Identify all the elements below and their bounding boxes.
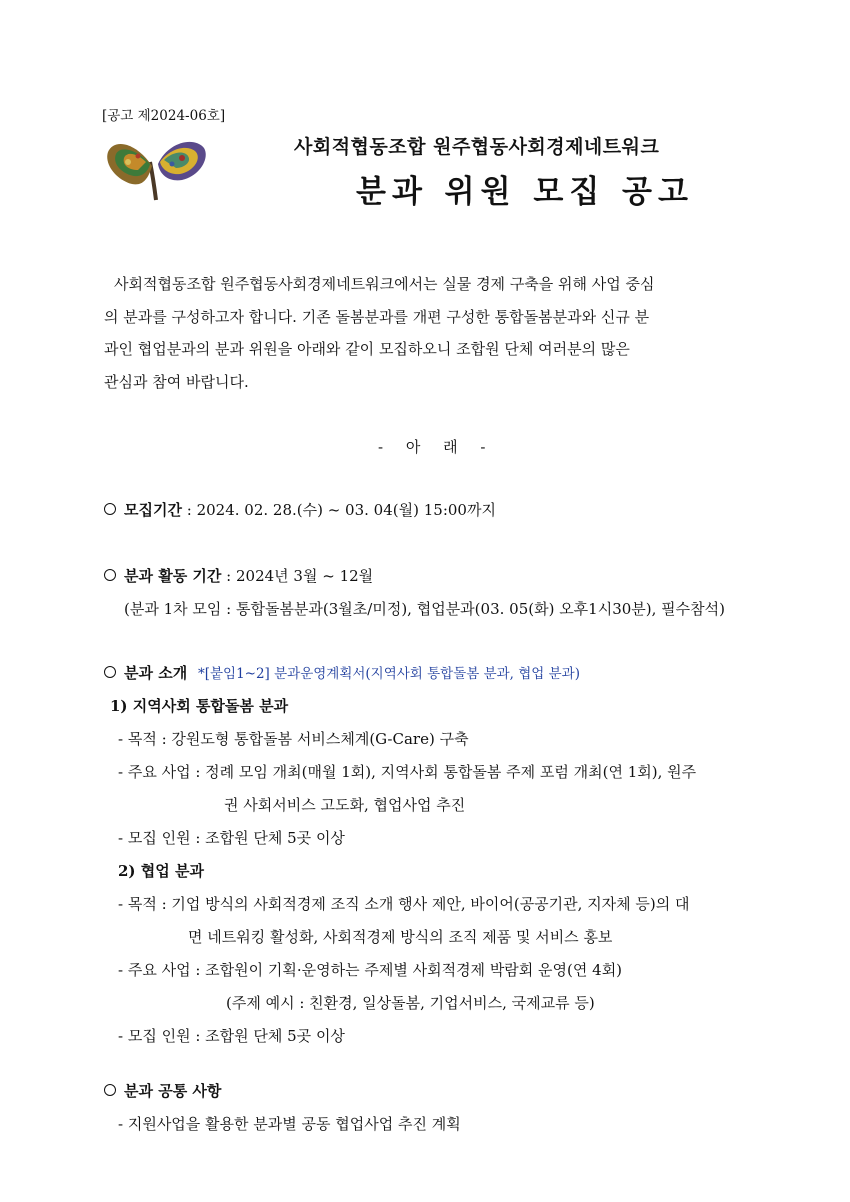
common-section-label: 분과 공통 사항 [124, 1082, 222, 1100]
sub2-heading: 2) 협업 분과 [118, 862, 204, 880]
sub1-main-business: - 주요 사업 : 정례 모임 개최(매월 1회), 지역사회 통합돌봄 주제 포럼 개최(연 1회), 원주 [118, 763, 697, 781]
page-title: 분과 위원 모집 공고 [356, 174, 694, 210]
organization-name: 사회적협동조합 원주협동사회경제네트워크 [294, 136, 660, 158]
sub2-main-business: - 주요 사업 : 조합원이 기획·운영하는 주제별 사회적경제 박람회 운영(연 4회) [118, 961, 623, 979]
intro-line: 과인 협업분과의 분과 위원을 아래와 같이 모집하오니 조합원 단체 여러분의 많은 [104, 340, 630, 358]
notice-number: [공고 제2024-06호] [102, 108, 226, 124]
common-item: - 지원사업을 활용한 분과별 공동 협업사업 추진 계획 [118, 1115, 461, 1133]
sub1-main-business-cont: 권 사회서비스 고도화, 협업사업 추진 [224, 796, 466, 814]
separator-label: - 아 래 - [378, 438, 488, 456]
organization-logo [106, 136, 208, 202]
intro-line: 사회적협동조합 원주협동사회경제네트워크에서는 실물 경제 구축을 위해 사업 중심 [114, 275, 655, 293]
circle-bullet-icon [104, 503, 116, 515]
circle-bullet-icon [104, 569, 116, 581]
recruit-period-label: 모집기간 [124, 501, 182, 519]
recruit-period-value: : 2024. 02. 28.(수) ~ 03. 04(월) 15:00까지 [186, 501, 496, 519]
sub1-members: - 모집 인원 : 조합원 단체 5곳 이상 [118, 829, 345, 847]
activity-period-row [104, 565, 373, 586]
sub1-heading: 1) 지역사회 통합돌봄 분과 [110, 697, 289, 715]
intro-paragraph [104, 268, 748, 398]
sub2-main-business-cont: (주제 예시 : 친환경, 일상돌봄, 기업서비스, 국제교류 등) [226, 994, 595, 1012]
intro-section-row [104, 662, 580, 683]
circle-bullet-icon [104, 1084, 116, 1096]
sub1-purpose: - 목적 : 강원도형 통합돌봄 서비스체계(G-Care) 구축 [118, 730, 469, 748]
intro-section-label: 분과 소개 [124, 664, 188, 682]
intro-line: 관심과 참여 바랍니다. [104, 372, 249, 391]
intro-line: 의 분과를 구성하고자 합니다. 기존 돌봄분과를 개편 구성한 통합돌봄분과와 신규 분 [104, 307, 650, 326]
recruit-period-row [104, 499, 496, 520]
attachment-note: *[붙임1~2] 분과운영계획서(지역사회 통합돌봄 분과, 협업 분과) [197, 666, 580, 682]
circle-bullet-icon [104, 666, 116, 678]
sub2-purpose: - 목적 : 기업 방식의 사회적경제 조직 소개 행사 제안, 바이어(공공기관, 지자체 등)의 대 [118, 895, 690, 913]
sub2-members: - 모집 인원 : 조합원 단체 5곳 이상 [118, 1027, 345, 1045]
sub2-purpose-cont: 면 네트워킹 활성화, 사회적경제 방식의 조직 제품 및 서비스 홍보 [188, 928, 613, 946]
activity-period-value: : 2024년 3월 ~ 12월 [226, 567, 374, 585]
common-section-row [104, 1080, 221, 1101]
first-meeting-note: (분과 1차 모임 : 통합돌봄분과(3월초/미정), 협업분과(03. 05(화) 오후1시30분), 필수참석) [124, 600, 725, 618]
activity-period-label: 분과 활동 기간 [124, 567, 222, 585]
